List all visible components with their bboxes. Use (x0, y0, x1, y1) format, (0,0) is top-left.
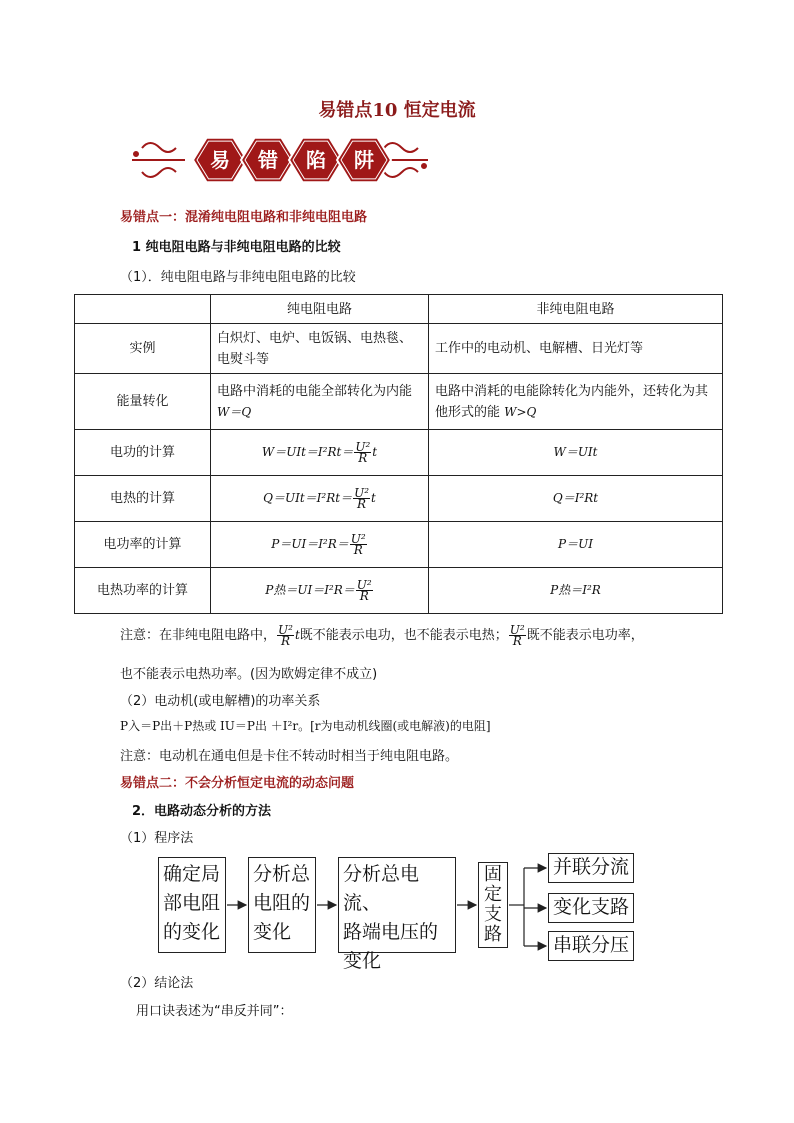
formula-part: t (372, 445, 378, 459)
section2-sub2: （1）程序法 (120, 831, 194, 846)
formula-part: P＝UI＝I²R＝ (271, 537, 349, 551)
box-line: 分析总 (253, 863, 311, 885)
banner-char: 错 (258, 148, 278, 172)
page-title: 易错点10 恒定电流 (318, 100, 476, 121)
formula-part: t (294, 628, 300, 642)
row-label: 电功率的计算 (75, 522, 211, 568)
formula-part: t (371, 491, 376, 505)
cell-text: 电路中消耗的电能全部转化为内能 (217, 383, 413, 399)
section1-sub1: 1 纯电阻电路与非纯电阻电路的比较 (132, 240, 341, 255)
motor-heading: （2）电动机(或电解槽)的功率关系 (120, 694, 321, 709)
note-text: 既不能表示电功率， (526, 628, 644, 643)
nonpure-cell: 工作中的电动机、电解槽、日光灯等 (429, 324, 723, 374)
section2-heading: 易错点二：不会分析恒定电流的动态问题 (120, 776, 355, 791)
denominator: R (358, 451, 368, 465)
row-label: 电热的计算 (75, 476, 211, 522)
formula-part: P热＝UI＝I²R＝ (265, 583, 355, 597)
note-line-2: 也不能表示电热功率。(因为欧姆定律不成立) (120, 667, 378, 682)
denominator: R (280, 634, 290, 648)
box-line: 确定局 (163, 863, 221, 885)
note-text: 注意：在非纯电阻电路中， (120, 628, 277, 643)
numerator: U² (356, 578, 372, 592)
denominator: R (512, 634, 522, 648)
banner-char: 易 (210, 148, 230, 172)
denominator: R (357, 497, 367, 511)
box-line: 电阻的 (253, 892, 311, 914)
nonpure-cell: W＝UIt (429, 430, 723, 476)
numerator: U² (509, 623, 525, 637)
pure-cell: 白炽灯、电炉、电饭锅、电热毯、电熨斗等 (211, 324, 429, 374)
box-line: 变化 (253, 921, 292, 943)
note-text: 既不能表示电功，也不能表示电热； (299, 628, 508, 643)
cell-text: 电路中消耗的电能除转化为内能外，还转化为其他形式的能 (435, 383, 709, 420)
box-line: 部电阻 (163, 892, 221, 914)
section2-sub3: （2）结论法 (120, 976, 194, 991)
box-char: 固 (484, 864, 502, 885)
row-label: 能量转化 (75, 374, 211, 430)
row-label: 实例 (75, 324, 211, 374)
formula-part: Q＝UIt＝I²Rt＝ (263, 491, 353, 505)
motor-formula: P入＝P出＋P热或 IU＝P出 ＋I²r。[r为电动机线圈(或电解液)的电阻] (120, 719, 491, 733)
flow-out-series: 串联分压 (548, 931, 634, 961)
banner-char: 陷 (306, 148, 326, 172)
section1-sub2: （1）．纯电阻电路与非纯电阻电路的比较 (120, 270, 356, 285)
flow-out-changing: 变化支路 (548, 893, 634, 923)
formula-part: W＝UIt＝I²Rt＝ (261, 445, 354, 459)
numerator: U² (355, 440, 371, 454)
numerator: U² (350, 532, 366, 546)
motor-note: 注意：电动机在通电但是卡住不转动时相当于纯电阻电路。 (120, 749, 459, 764)
table-header-cell: 纯电阻电路 (211, 295, 429, 324)
numerator: U² (278, 623, 293, 637)
section1-heading: 易错点一：混淆纯电阻电路和非纯电阻电路 (120, 210, 368, 225)
row-label: 电功的计算 (75, 430, 211, 476)
box-char: 定 (484, 884, 502, 905)
box-char: 路 (484, 924, 502, 945)
denominator: R (353, 543, 363, 557)
box-line: 路端电压的 (343, 921, 439, 943)
nonpure-cell: Q＝I²Rt (429, 476, 723, 522)
section2-sub1: 2．电路动态分析的方法 (132, 804, 272, 819)
nonpure-cell: P热＝I²R (429, 568, 723, 614)
cell-formula: W>Q (504, 404, 537, 419)
denominator: R (359, 589, 369, 603)
box-line: 变化 (343, 950, 382, 972)
banner-char: 阱 (354, 148, 374, 172)
row-label: 电热功率的计算 (75, 568, 211, 614)
cell-formula: W＝Q (217, 404, 252, 419)
box-char: 支 (484, 904, 502, 925)
table-header-cell: 非纯电阻电路 (429, 295, 723, 324)
flow-out-parallel: 并联分流 (548, 853, 634, 883)
section2-sub4: 用口诀表述为“串反并同”： (136, 1004, 293, 1019)
nonpure-cell: P＝UI (429, 522, 723, 568)
box-line: 分析总电流、 (343, 863, 420, 914)
numerator: U² (354, 486, 370, 500)
box-line: 的变化 (163, 921, 221, 943)
